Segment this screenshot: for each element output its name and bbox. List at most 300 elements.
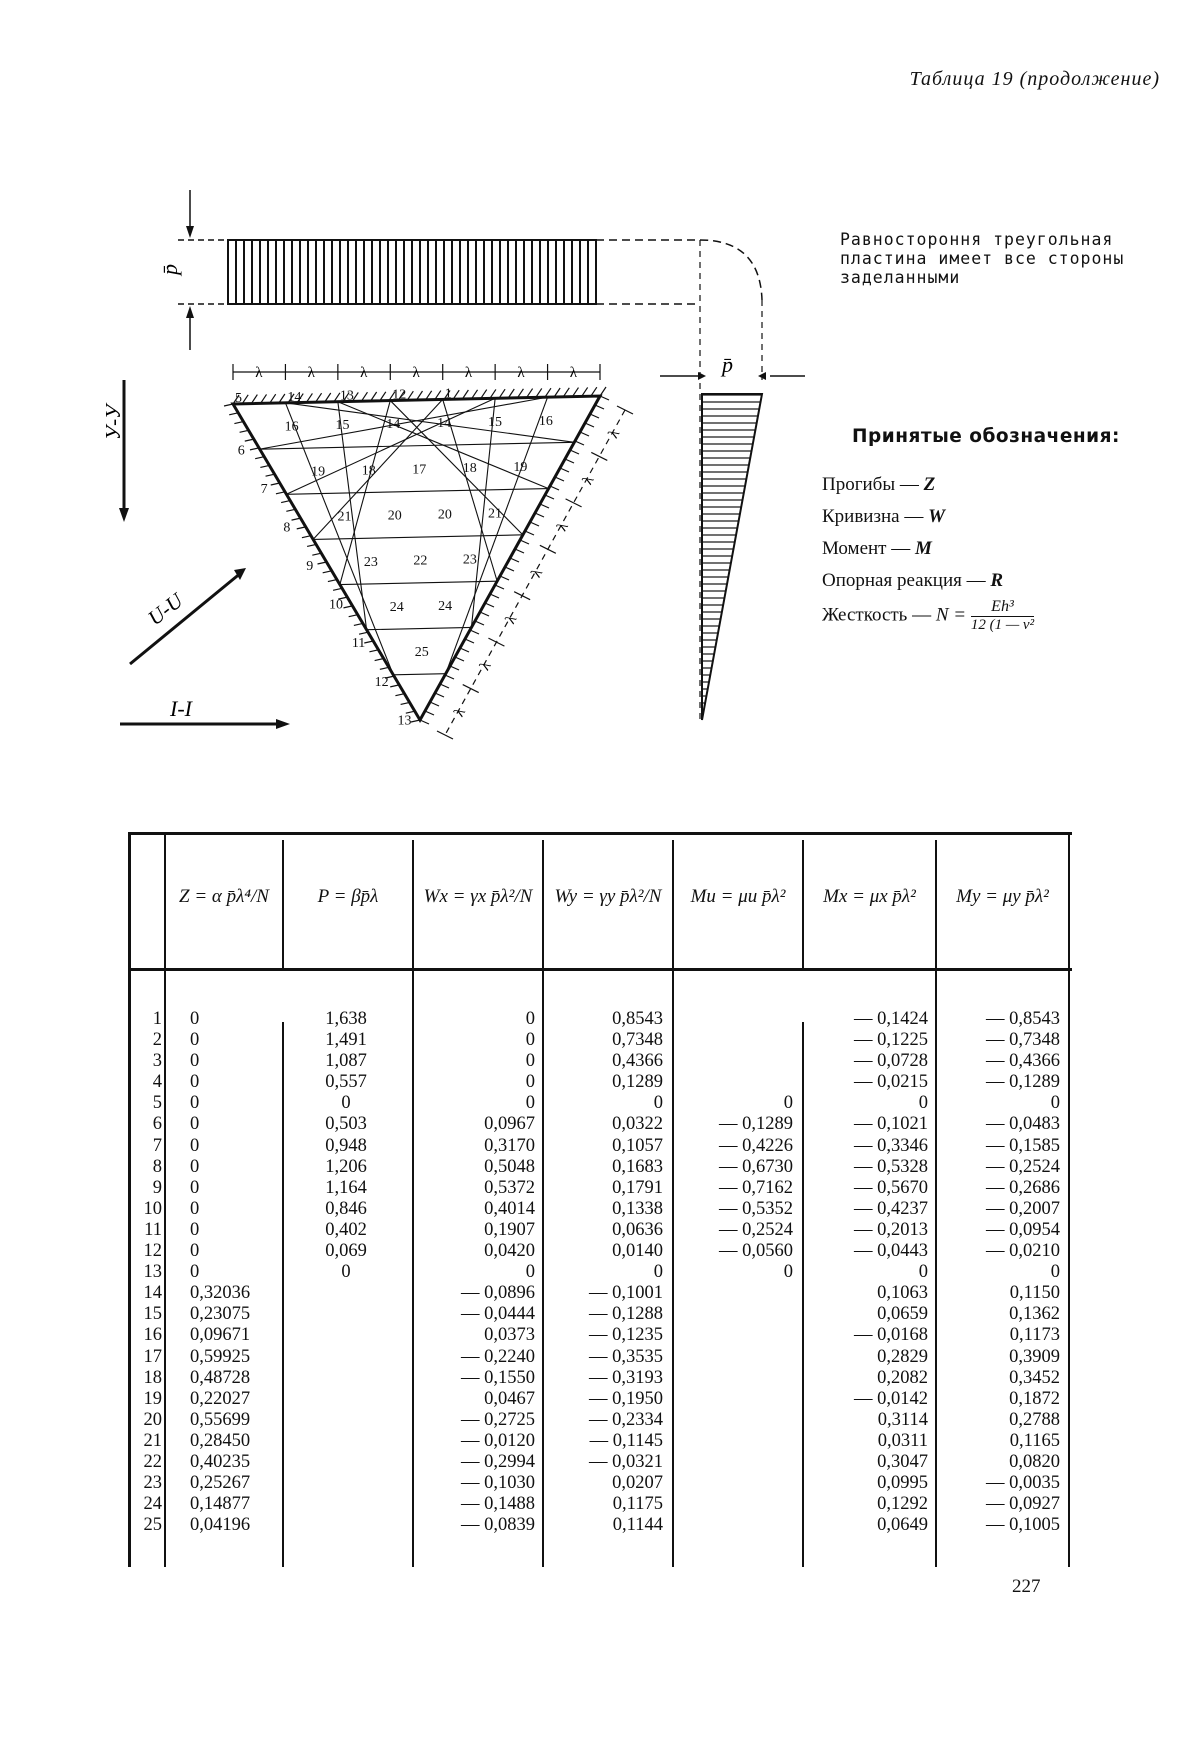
page-number: 227 [1012, 1576, 1041, 1597]
cell-p [316, 1410, 376, 1431]
node-label: 19 [513, 460, 528, 476]
cell-wx: 0 [525, 1030, 535, 1051]
support-hatch [359, 632, 368, 634]
cell-wy: 0,1057 [612, 1135, 663, 1156]
cell-mu: — 0,6730 [719, 1156, 793, 1177]
cell-z: 0 [190, 1114, 200, 1135]
cell-p [316, 1368, 376, 1389]
cell-rows: 2 [152, 1030, 162, 1051]
header-mx: Mx = μx p̄λ² [823, 886, 916, 907]
cell-wx: — 0,2240 [461, 1346, 535, 1367]
cell-wx: 0 [525, 1051, 535, 1072]
cell-wy: — 0,1288 [589, 1304, 663, 1325]
support-hatch [550, 486, 559, 490]
cell-my: 0,1150 [1009, 1283, 1060, 1304]
support-hatch [490, 594, 499, 598]
cell-wx: 0,0373 [484, 1325, 535, 1346]
cell-wx: — 0,2725 [461, 1409, 535, 1430]
header-z: Z = α p̄λ⁴/N [179, 886, 269, 907]
lambda-label: λ [360, 365, 368, 381]
cell-rows: 5 [152, 1093, 162, 1114]
results-table [120, 832, 1072, 1567]
cell-p: 0,402 [325, 1219, 367, 1240]
support-hatch [475, 621, 484, 625]
cell-wy: 0,1175 [612, 1494, 663, 1515]
cell-z: 0,28450 [190, 1430, 251, 1451]
support-hatch [255, 457, 264, 459]
dimension-tick [437, 731, 453, 739]
cell-wx: 0 [525, 1009, 535, 1029]
cell-wy: 0,1683 [612, 1156, 663, 1177]
cell-rows: 17 [143, 1346, 162, 1367]
cell-z: 0,23075 [190, 1304, 251, 1325]
support-hatch [323, 571, 332, 573]
support-hatch [380, 667, 389, 669]
dimension-tick [617, 406, 633, 414]
support-hatch [354, 623, 363, 625]
node-label: 18 [462, 461, 477, 477]
cell-z: 0,40235 [190, 1451, 251, 1472]
top-dimension-line [233, 364, 600, 381]
cell-mx: 0,3114 [877, 1409, 928, 1430]
cell-mu [678, 1283, 793, 1304]
notation-title: Принятые обозначения: [852, 426, 1120, 447]
cell-p [316, 1473, 376, 1494]
cell-p: 1,087 [325, 1051, 367, 1072]
cell-my: 0,0820 [1009, 1451, 1060, 1472]
cell-my: — 0,4366 [986, 1051, 1060, 1072]
support-hatch [328, 580, 337, 582]
lambda-label: λ [451, 705, 469, 720]
cell-mx: 0,0649 [877, 1515, 928, 1536]
column-z [190, 1009, 282, 1536]
plate-description: Равностороння треугольная пластина имеет все стороны заделанными [840, 230, 1125, 287]
cell-rows: 22 [143, 1451, 162, 1472]
cell-rows: 7 [152, 1135, 162, 1156]
node-label: 23 [363, 554, 378, 570]
node-label: 9 [306, 559, 314, 575]
cell-z: 0 [190, 1241, 200, 1262]
support-hatch [266, 474, 275, 476]
cell-rows: 10 [143, 1198, 162, 1219]
header-mu: Mu = μu p̄λ² [690, 886, 786, 907]
lambda-label: λ [477, 659, 495, 674]
node-label: 13 [339, 388, 354, 404]
cell-my: — 0,0927 [986, 1494, 1060, 1515]
cell-my: — 0,0035 [986, 1473, 1060, 1494]
cell-rows: 1 [152, 1009, 162, 1029]
support-hatch [495, 585, 504, 589]
cell-my: — 0,8543 [986, 1009, 1060, 1029]
node-label: 11 [351, 636, 366, 652]
cell-rows: 11 [144, 1219, 162, 1240]
node-label: 14 [386, 417, 401, 433]
support-hatch [401, 702, 410, 704]
cell-mx: 0,2829 [877, 1346, 928, 1367]
cell-z: 0 [190, 1093, 200, 1114]
cell-p: 0 [341, 1093, 351, 1114]
cell-p [316, 1304, 376, 1325]
grid-line [286, 489, 548, 495]
cell-mu: — 0,0560 [719, 1241, 793, 1262]
cell-mu [678, 1347, 793, 1368]
cell-z: 0 [190, 1198, 200, 1219]
support-hatch [307, 544, 316, 546]
column-wx [420, 1009, 535, 1536]
node-label: 15 [335, 418, 350, 434]
cell-wy: 0,0636 [612, 1219, 663, 1240]
legend-curvature: Кривизна — W [822, 506, 945, 527]
node-label: 17 [412, 462, 427, 478]
lambda-label: λ [502, 612, 521, 627]
support-hatch [343, 606, 352, 608]
column-mx [810, 1009, 928, 1536]
cell-mx: — 0,0443 [854, 1241, 928, 1262]
support-hatch [600, 396, 609, 400]
cell-wx: — 0,2994 [461, 1451, 535, 1472]
cell-z: 0,48728 [190, 1367, 251, 1388]
support-hatch [260, 465, 269, 467]
support-hatch [286, 509, 295, 511]
grid-line [393, 674, 445, 675]
cell-mx: — 0,4237 [854, 1198, 928, 1219]
cell-p: 0 [341, 1262, 351, 1283]
cell-wx: — 0,1488 [461, 1494, 535, 1515]
cell-p [316, 1347, 376, 1368]
support-hatch [224, 404, 233, 406]
node-label: 24 [438, 598, 453, 614]
support-hatch [297, 527, 306, 529]
lambda-label: λ [255, 365, 263, 381]
cell-mx: 0 [918, 1093, 928, 1114]
cell-wx: — 0,1550 [461, 1367, 535, 1388]
support-hatch [271, 483, 280, 485]
cell-mu: — 0,5352 [719, 1198, 793, 1219]
support-hatch [585, 423, 594, 427]
dimension-tick [514, 592, 530, 600]
cell-mx: 0,0659 [877, 1304, 928, 1325]
column-my [942, 1009, 1060, 1536]
dimension-tick [488, 638, 504, 646]
cell-z: 0 [190, 1135, 200, 1156]
column-row-numbers [132, 1009, 162, 1536]
support-hatch [240, 430, 249, 432]
cell-mu [678, 1431, 793, 1452]
support-hatch [281, 501, 290, 503]
support-hatch [440, 684, 449, 688]
cell-wx: 0,1907 [484, 1219, 535, 1240]
cell-wy: 0,1791 [612, 1177, 663, 1198]
support-hatch [276, 492, 285, 494]
cell-mu [678, 1515, 793, 1536]
cell-z: 0,32036 [190, 1283, 251, 1304]
grid-line [340, 581, 497, 584]
node-label: 5 [235, 391, 242, 406]
cell-wy: — 0,3193 [589, 1367, 663, 1388]
cell-wx: 0,0467 [484, 1388, 535, 1409]
grid-line [260, 442, 575, 449]
cell-z: 0 [190, 1219, 200, 1240]
node-label: 25 [414, 645, 429, 661]
cell-wy: 0,7348 [612, 1030, 663, 1051]
cell-z: 0 [190, 1030, 200, 1051]
support-hatch [500, 576, 509, 580]
dimension-tick [463, 685, 479, 693]
node-label: 14 [437, 415, 452, 431]
support-hatch [555, 477, 564, 481]
cell-z: 0,59925 [190, 1346, 251, 1367]
grid-line [387, 401, 523, 535]
cell-wy: 0,0207 [612, 1473, 663, 1494]
cell-wx: — 0,0120 [461, 1430, 535, 1451]
support-hatch [480, 612, 489, 616]
support-hatch [435, 693, 444, 697]
support-hatch [575, 441, 584, 445]
cell-mu [678, 1389, 793, 1410]
cell-z: 0,14877 [190, 1494, 251, 1515]
cell-mx: — 0,3346 [854, 1135, 928, 1156]
cell-p [316, 1431, 376, 1452]
cell-my: 0,1165 [1009, 1430, 1060, 1451]
cell-wy: — 0,1145 [589, 1430, 663, 1451]
cell-z: 0 [190, 1156, 200, 1177]
legend-deflection: Прогибы — Z [822, 474, 936, 495]
support-hatch [420, 720, 429, 724]
cell-my: — 0,2686 [986, 1177, 1060, 1198]
stiffness-fraction: $\frac{\text{Eh³}}{\text{12 (1 — ν²}}$ [970, 598, 1035, 633]
grid-line [367, 627, 472, 629]
cell-z: 0,22027 [190, 1388, 251, 1409]
support-hatch [302, 536, 311, 538]
support-hatch [229, 413, 238, 415]
cell-my: — 0,0210 [986, 1241, 1060, 1262]
column-p [316, 1009, 376, 1536]
cell-mu [678, 1410, 793, 1431]
cell-wx: — 0,0839 [461, 1515, 535, 1536]
cell-my: 0,1173 [1009, 1325, 1060, 1346]
cell-z: 0 [190, 1262, 200, 1283]
legend-reaction: Опорная реакция — R [822, 570, 1004, 591]
cell-mx: — 0,1225 [854, 1030, 928, 1051]
cell-rows: 24 [143, 1494, 162, 1515]
cell-mx: — 0,5670 [854, 1177, 928, 1198]
support-hatch [485, 603, 494, 607]
support-hatch [411, 720, 420, 722]
node-label: 24 [389, 599, 404, 615]
cell-rows: 6 [152, 1114, 162, 1135]
node-label: 13 [397, 713, 412, 729]
section-arrow-ii [120, 719, 290, 729]
cell-mx: 0,0311 [877, 1430, 928, 1451]
cell-my: 0,1362 [1009, 1304, 1060, 1325]
support-hatch [505, 567, 514, 571]
node-label: 12 [392, 387, 407, 403]
section-arrow-yy [119, 380, 129, 522]
cell-my: — 0,1585 [986, 1135, 1060, 1156]
table-caption: Таблица 19 (продолжение) [909, 68, 1160, 90]
support-hatch [450, 666, 459, 670]
cell-my: 0 [1050, 1093, 1060, 1114]
column-wy [548, 1009, 663, 1536]
cell-wy: — 0,0321 [589, 1451, 663, 1472]
cell-p: 0,503 [325, 1114, 367, 1135]
cell-wy: 0,4366 [612, 1051, 663, 1072]
cell-p [316, 1389, 376, 1410]
support-hatch [245, 439, 254, 441]
cell-wx: 0,5372 [484, 1177, 535, 1198]
cell-rows: 4 [152, 1072, 162, 1093]
support-hatch [595, 405, 604, 409]
support-hatch [510, 558, 519, 562]
cell-wx: 0 [525, 1072, 535, 1093]
cell-mx: — 0,0215 [854, 1072, 928, 1093]
node-label: 20 [387, 508, 402, 524]
lambda-label: λ [579, 473, 598, 488]
cell-z: 0,25267 [190, 1473, 251, 1494]
node-label: 18 [361, 463, 376, 479]
cell-rows: 9 [152, 1177, 162, 1198]
load-label-left: p̄ [157, 264, 182, 275]
support-hatch [425, 711, 434, 715]
support-hatch [318, 562, 327, 564]
cell-rows: 12 [143, 1241, 162, 1262]
section-label-yy: У-У [101, 404, 125, 440]
cell-mu [678, 1494, 793, 1515]
support-hatch [600, 387, 606, 396]
cell-my: — 0,1289 [986, 1072, 1060, 1093]
support-hatch [470, 630, 479, 634]
cell-mu: 0 [783, 1262, 793, 1283]
cell-rows: 21 [143, 1430, 162, 1451]
cell-mx: 0,1292 [877, 1494, 928, 1515]
cell-mu: 0 [783, 1093, 793, 1114]
support-hatch [525, 531, 534, 535]
cell-wy: — 0,2334 [589, 1409, 663, 1430]
cell-mu [678, 1072, 793, 1093]
cell-my: 0 [1050, 1262, 1060, 1283]
header-my: My = μy p̄λ² [956, 886, 1049, 907]
cell-rows: 14 [143, 1283, 162, 1304]
cell-mx: 0 [918, 1262, 928, 1283]
support-hatch [395, 694, 404, 696]
cell-p: 1,491 [325, 1030, 367, 1051]
cell-wx: 0 [525, 1262, 535, 1283]
support-hatch [570, 450, 579, 454]
node-label: 21 [337, 509, 352, 525]
node-label: 16 [538, 413, 553, 429]
cell-p: 1,638 [325, 1009, 367, 1029]
lambda-label: λ [464, 365, 473, 381]
cell-p: 0,069 [325, 1241, 367, 1262]
lambda-label: λ [569, 365, 578, 381]
cell-p [316, 1515, 376, 1536]
cell-my: — 0,2524 [986, 1156, 1060, 1177]
cell-p: 1,164 [325, 1177, 367, 1198]
cell-z: 0 [190, 1051, 200, 1072]
header-p: P = βp̄λ [317, 886, 379, 907]
node-label: 19 [311, 464, 326, 480]
cell-mu [678, 1009, 793, 1030]
cell-mu [678, 1368, 793, 1389]
lambda-label: λ [517, 365, 525, 381]
support-hatch [530, 522, 539, 526]
support-hatch [333, 588, 342, 590]
cell-mu: — 0,7162 [719, 1177, 793, 1198]
cell-mx: 0,3047 [877, 1451, 928, 1472]
cell-p: 0,948 [325, 1135, 367, 1156]
lambda-label: λ [528, 566, 547, 581]
lambda-label: λ [605, 427, 624, 442]
cell-rows: 23 [143, 1473, 162, 1494]
cell-wx: 0,3170 [484, 1135, 535, 1156]
support-hatch [560, 468, 569, 472]
cell-p: 0,557 [325, 1072, 367, 1093]
cell-mx: — 0,2013 [854, 1219, 928, 1240]
cell-mx: 0,0995 [877, 1473, 928, 1494]
support-hatch [590, 414, 599, 418]
cell-p [316, 1494, 376, 1515]
cell-wx: 0,5048 [484, 1156, 535, 1177]
cell-wy: — 0,1950 [589, 1388, 663, 1409]
cell-wx: 0,0967 [484, 1114, 535, 1135]
support-hatch [349, 615, 358, 617]
cell-mu [678, 1325, 793, 1346]
cell-rows: 15 [143, 1304, 162, 1325]
cell-mu: — 0,4226 [719, 1135, 793, 1156]
cell-wy: 0,0322 [612, 1114, 663, 1135]
cell-mu [678, 1051, 793, 1072]
cell-rows: 25 [143, 1515, 162, 1536]
cell-rows: 20 [143, 1409, 162, 1430]
cell-wy: — 0,1235 [589, 1325, 663, 1346]
cell-rows: 19 [143, 1388, 162, 1409]
node-label: 16 [284, 419, 299, 435]
support-hatch [545, 495, 554, 499]
grid-line [313, 535, 523, 540]
cell-wy: 0,1144 [612, 1515, 663, 1536]
cell-p: 1,206 [325, 1156, 367, 1177]
cell-mu: — 0,2524 [719, 1219, 793, 1240]
node-label: 14 [287, 389, 302, 405]
support-hatch [515, 549, 524, 553]
support-hatch [580, 432, 589, 436]
cell-wy: 0 [653, 1093, 663, 1114]
cell-z: 0 [190, 1009, 200, 1029]
cell-p [316, 1325, 376, 1346]
cell-my: — 0,1005 [986, 1515, 1060, 1536]
column-mu [678, 1009, 793, 1536]
support-hatch [455, 657, 464, 661]
support-hatch [369, 650, 378, 652]
support-hatch [535, 513, 544, 517]
cell-my: — 0,0483 [986, 1114, 1060, 1135]
header-wy: Wy = γy p̄λ²/N [554, 886, 662, 907]
cell-mx: — 0,0728 [854, 1051, 928, 1072]
support-hatch [312, 553, 321, 555]
section-label-ii: I-I [170, 696, 192, 721]
cell-wy: 0,1338 [612, 1198, 663, 1219]
right-load-diagram [660, 372, 805, 720]
node-label: 8 [283, 520, 291, 536]
cell-mx: — 0,5328 [854, 1156, 928, 1177]
cell-z: 0 [190, 1072, 200, 1093]
node-label: 22 [413, 553, 428, 569]
cell-wy: — 0,1001 [589, 1283, 663, 1304]
cell-mu [678, 1304, 793, 1325]
node-label: 6 [237, 443, 245, 459]
cell-mx: — 0,0168 [854, 1325, 928, 1346]
cell-mu [678, 1473, 793, 1494]
